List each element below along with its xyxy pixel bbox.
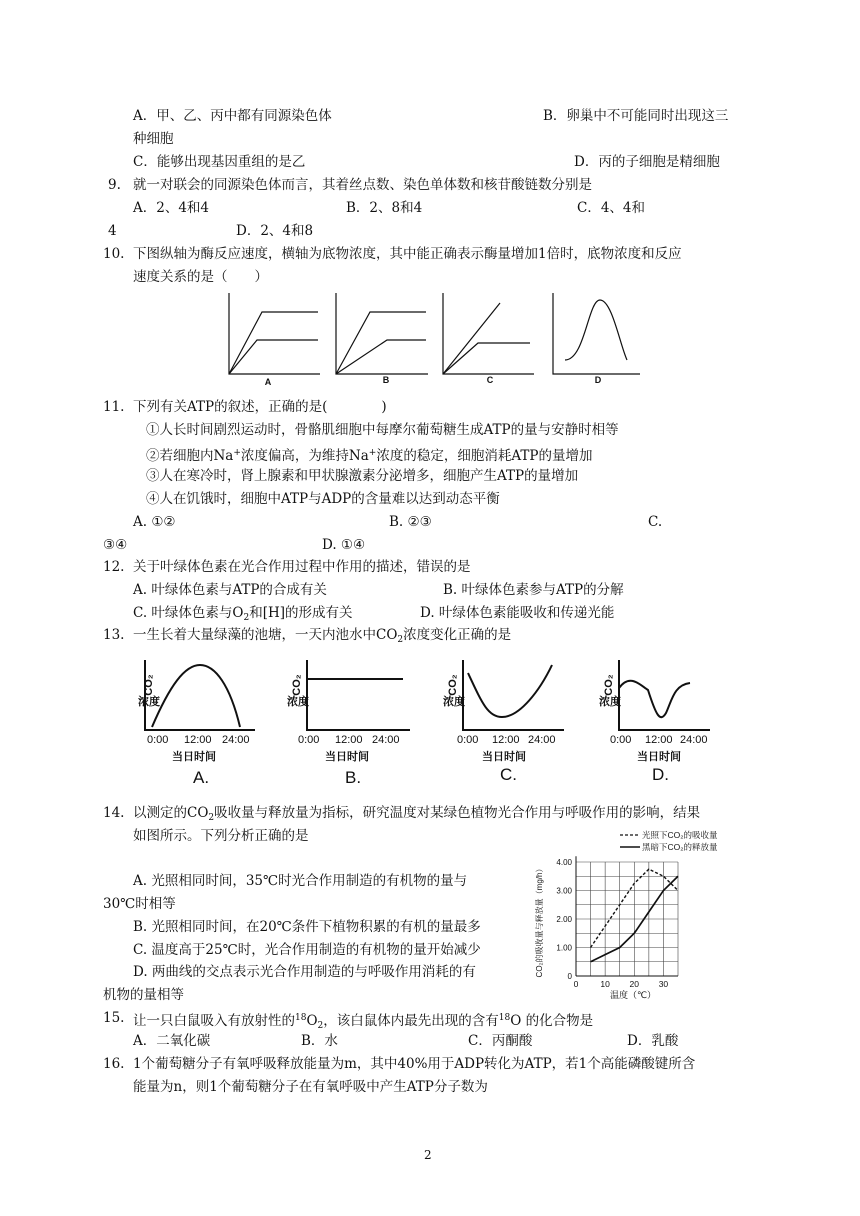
q14-chart-ylabel: CO₂的吸收量与释放量（mg/h） xyxy=(535,864,544,978)
q12-option-c: C. 叶绿体色素与$O_2$和[H]的形成有关 xyxy=(133,605,353,623)
q13-graph-b-label: B. xyxy=(345,768,362,787)
q14-stem-cont: 如图所示。下列分析正确的是 xyxy=(133,828,309,844)
x-tick-label: 0 xyxy=(573,979,579,989)
q10-enzyme-graphs xyxy=(0,0,860,400)
q10-graph-d-curve xyxy=(565,300,627,360)
x-tick-label: 20 xyxy=(629,979,640,989)
q14-option-a: A. 光照相同时间，35℃时光合作用制造的有机物的量与 xyxy=(133,873,468,889)
y-tick-label: 2.00 xyxy=(556,915,572,924)
q11-statement-1: ①人长时间剧烈运动时，骨骼肌细胞中每摩尔葡萄糖生成ATP的量与安静时相等 xyxy=(146,422,619,438)
q12-option-a: A. 叶绿体色素与ATP的合成有关 xyxy=(133,582,327,598)
q14-chart-legend xyxy=(620,830,718,852)
q11-statement-4: ④人在饥饿时，细胞中ATP与ADP的含量难以达到动态平衡 xyxy=(146,491,500,507)
q13-graph-a-tick-12: 12:00 xyxy=(184,734,212,746)
q9-option-c: C．4、4和 xyxy=(577,200,646,216)
q11-option-c: C. xyxy=(648,514,663,530)
q10-graph-b-label: B xyxy=(382,375,390,385)
page-number: 2 xyxy=(424,1148,432,1162)
q12-stem: 关于叶绿体色素在光合作用过程中作用的描述，错误的是 xyxy=(133,559,471,575)
q8-option-b-cont: 种细胞 xyxy=(133,131,174,147)
q13-graph-b-axes xyxy=(307,660,410,730)
q13-graph-d-xlabel: 当日时间 xyxy=(637,751,681,763)
q13-graph-c-tick-12: 12:00 xyxy=(492,734,520,746)
q13-stem: 一生长着大量绿藻的池塘，一天内池水中$CO_2$浓度变化正确的是 xyxy=(133,627,512,645)
q9-option-a: A．2、4和4 xyxy=(133,200,210,216)
q13-number: 13. xyxy=(103,627,125,643)
q11-statement-3: ③人在寒冷时，肾上腺素和甲状腺激素分泌增多，细胞产生ATP的量增加 xyxy=(146,468,579,484)
q15-number: 15. xyxy=(103,1010,125,1026)
q13-graph-d-tick-12: 12:00 xyxy=(645,734,673,746)
q10-graph-d-axes xyxy=(553,293,640,374)
q9-option-c-cont: 4 xyxy=(108,223,117,239)
q10-number: 10. xyxy=(103,246,125,262)
q13-graph-d-label: D. xyxy=(652,765,669,784)
q10-graph-a-curve-low xyxy=(229,340,318,374)
y-tick-label: 1.00 xyxy=(556,943,572,953)
q13-graph-a-curve xyxy=(152,665,240,727)
q13-graph-c-ylabel-conc: 浓度 xyxy=(443,696,465,708)
q11-stem: 下列有关ATP的叙述，正确的是( ) xyxy=(133,399,387,415)
q9-option-d: D．2、4和8 xyxy=(236,223,314,239)
q8-option-a: A．甲、乙、丙中都有同源染色体 xyxy=(133,108,332,124)
q14-chart-grid xyxy=(576,862,678,976)
q13-graph-a-ylabel-conc: 浓度 xyxy=(138,696,160,708)
q12-number: 12. xyxy=(103,559,125,575)
q11-statement-2: ②若细胞内Na+浓度偏高，为维持Na+浓度的稳定，细胞消耗ATP的量增加 xyxy=(146,448,593,464)
q15-option-b: B．水 xyxy=(301,1033,338,1049)
q9-option-b: B．2、8和4 xyxy=(346,200,423,216)
q13-graph-d-ylabel-co2: CO₂ xyxy=(603,674,615,696)
q12-option-d: D. 叶绿体色素能吸收和传递光能 xyxy=(420,605,615,621)
q13-graph-a-xlabel: 当日时间 xyxy=(172,751,216,763)
q14-option-d: D. 两曲线的交点表示光合作用制造的与呼吸作用消耗的有 xyxy=(133,964,476,980)
q13-graph-b-tick-12: 12:00 xyxy=(335,734,363,746)
q8-option-b: B．卵巢中不可能同时出现这三 xyxy=(543,108,729,124)
q12-option-b: B. 叶绿体色素参与ATP的分解 xyxy=(443,582,624,598)
q13-graph-c-tick-0: 0:00 xyxy=(457,734,479,746)
q8-option-c: C．能够出现基因重组的是乙 xyxy=(133,154,306,170)
q10-graph-d-label: D xyxy=(594,375,602,385)
q13-graph-b-ylabel-conc: 浓度 xyxy=(287,696,309,708)
q13-graph-a-tick-0: 0:00 xyxy=(147,734,169,746)
q13-graph-d-curve xyxy=(619,681,690,717)
q8-option-d: D．丙的子细胞是精细胞 xyxy=(574,154,720,170)
q16-stem: 1个葡萄糖分子有氧呼吸释放能量为m，其中40%用于ADP转化为ATP，若1个高能磷酸键所含 xyxy=(133,1056,696,1072)
q15-option-a: A．二氧化碳 xyxy=(133,1033,211,1049)
q10-graph-a-axes xyxy=(229,293,320,374)
q13-graph-d-tick-24: 24:00 xyxy=(680,734,708,746)
y-tick-label: 4.00 xyxy=(556,858,572,867)
q9-stem: 就一对联会的同源染色体而言，其着丝点数、染色单体数和核苷酸链数分别是 xyxy=(133,177,592,193)
q15-option-d: D．乳酸 xyxy=(627,1033,679,1049)
q10-graph-b-curve-low xyxy=(336,340,426,374)
q16-stem-cont: 能量为n，则1个葡萄糖分子在有氧呼吸中产生ATP分子数为 xyxy=(133,1079,488,1095)
q13-graph-d-ylabel-conc: 浓度 xyxy=(599,696,621,708)
q13-graph-d-tick-0: 0:00 xyxy=(610,734,632,746)
q13-graph-b-ylabel-co2: CO₂ xyxy=(291,674,303,696)
x-tick-label: 30 xyxy=(658,979,669,989)
q13-graph-a-tick-24: 24:00 xyxy=(222,734,250,746)
q11-option-c-cont: ③④ xyxy=(103,537,128,553)
q14-temperature-chart xyxy=(528,826,738,1006)
q13-graph-c-label: C. xyxy=(500,765,517,784)
legend-label-light: 光照下CO₂的吸收量 xyxy=(642,830,718,840)
q13-graph-c-xlabel: 当日时间 xyxy=(482,751,526,763)
q13-graph-b-tick-0: 0:00 xyxy=(298,734,320,746)
y-tick-label: 0 xyxy=(567,972,572,981)
q14-chart-ticks xyxy=(556,858,668,989)
q15-option-c: C．丙酮酸 xyxy=(468,1033,533,1049)
q11-option-d: D. ①④ xyxy=(322,537,366,553)
q10-graph-c-line-high xyxy=(443,303,500,374)
q13-graph-d-axes xyxy=(619,660,710,730)
q10-graph-a-label: A xyxy=(264,377,272,387)
q14-option-b: B. 光照相同时间，在20℃条件下植物积累的有机的量最多 xyxy=(133,919,481,935)
q11-number: 11. xyxy=(103,399,125,415)
q13-graph-b-xlabel: 当日时间 xyxy=(325,751,369,763)
legend-label-dark: 黑暗下CO₂的释放量 xyxy=(642,842,718,852)
q13-graph-b-tick-24: 24:00 xyxy=(372,734,400,746)
q10-stem: 下图纵轴为酶反应速度，横轴为底物浓度，其中能正确表示酶量增加1倍时，底物浓度和反应 xyxy=(133,246,682,262)
q14-option-a-cont: 30℃时相等 xyxy=(103,896,176,912)
q11-option-b: B. ②③ xyxy=(389,514,432,530)
q15-stem: 让一只白鼠吸入有放射性的$^{18}O_2$，该白鼠体内最先出现的含有$^{18}$O 的化合物是 xyxy=(133,1013,594,1031)
q13-graph-a-label: A. xyxy=(193,768,210,787)
q16-number: 16. xyxy=(103,1056,125,1072)
q14-number: 14. xyxy=(103,805,125,821)
y-tick-label: 3.00 xyxy=(556,886,572,896)
q14-stem: 以测定的$CO_2$吸收量与释放量为指标，研究温度对某绿色植物光合作用与呼吸作用的影响，结果 xyxy=(133,805,701,823)
q14-chart-axes xyxy=(576,856,678,976)
q10-graph-a-curve-high xyxy=(229,312,318,374)
q14-option-d-cont: 机物的量相等 xyxy=(103,987,184,1003)
q13-graph-c-ylabel-co2: CO₂ xyxy=(447,674,459,696)
x-tick-label: 10 xyxy=(600,979,610,989)
q9-number: 9. xyxy=(108,177,121,193)
q13-graph-c-curve xyxy=(468,665,552,717)
q13-graph-a-ylabel-co2: CO₂ xyxy=(143,674,155,696)
q10-graph-b-axes xyxy=(336,293,428,374)
q10-graph-c-label: C xyxy=(486,375,494,385)
q13-co2-graphs xyxy=(0,645,860,795)
q10-stem-cont: 速度关系的是（ ） xyxy=(133,269,268,285)
q11-option-a: A. ①② xyxy=(133,514,176,530)
q14-option-c: C. 温度高于25℃时，光合作用制造的有机物的量开始减少 xyxy=(133,942,481,958)
q13-graph-c-tick-24: 24:00 xyxy=(528,734,556,746)
q14-chart-xlabel: 温度（℃） xyxy=(609,990,657,1000)
